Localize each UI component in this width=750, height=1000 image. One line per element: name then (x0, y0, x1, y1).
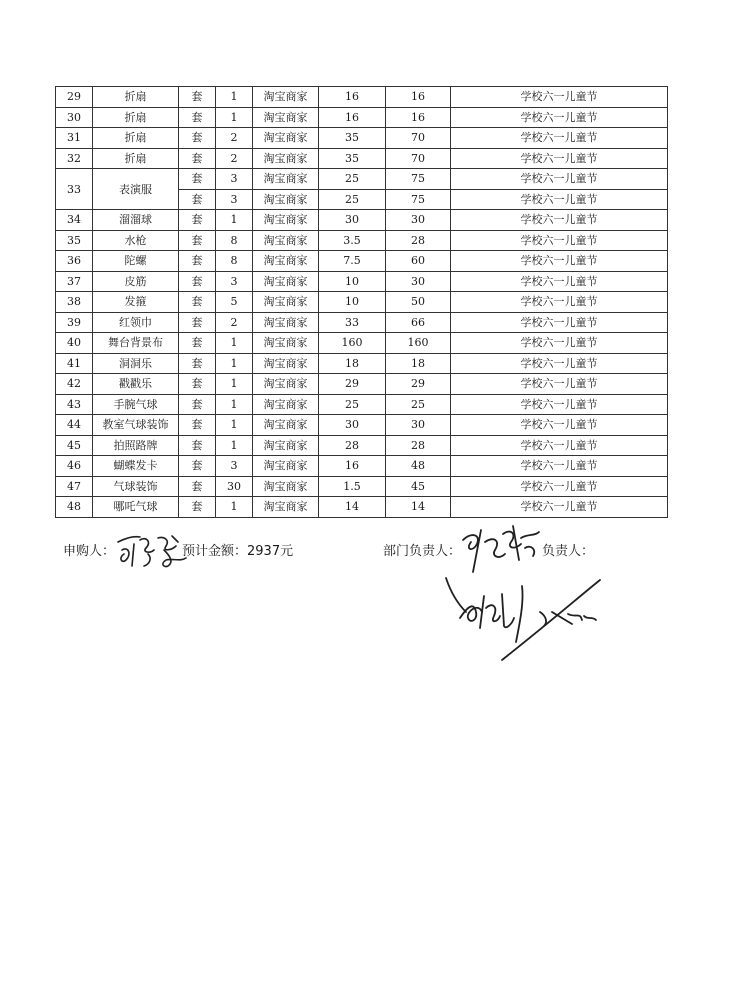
item-source: 淘宝商家 (253, 497, 319, 518)
item-unit-price: 16 (319, 456, 386, 477)
item-unit: 套 (179, 333, 216, 354)
item-amount: 28 (386, 230, 451, 251)
item-unit-price: 7.5 (319, 251, 386, 272)
item-quantity: 1 (216, 353, 253, 374)
item-quantity: 3 (216, 271, 253, 292)
item-name: 折扇 (93, 128, 179, 149)
item-amount: 66 (386, 312, 451, 333)
item-unit: 套 (179, 476, 216, 497)
item-amount: 75 (386, 169, 451, 190)
table-row (56, 230, 668, 251)
item-source: 淘宝商家 (253, 107, 319, 128)
item-amount: 16 (386, 107, 451, 128)
row-number: 38 (56, 292, 93, 313)
item-source: 淘宝商家 (253, 230, 319, 251)
item-source: 淘宝商家 (253, 435, 319, 456)
item-note: 学校六一儿童节 (451, 456, 668, 477)
item-note: 学校六一儿童节 (451, 435, 668, 456)
item-name: 陀螺 (93, 251, 179, 272)
item-unit-price: 33 (319, 312, 386, 333)
item-amount: 30 (386, 415, 451, 436)
leader-label: 负责人： (542, 544, 595, 559)
item-amount: 30 (386, 271, 451, 292)
table-row (56, 353, 668, 374)
item-quantity: 1 (216, 210, 253, 231)
purchase-table-body (56, 87, 668, 518)
item-unit: 套 (179, 210, 216, 231)
item-unit: 套 (179, 456, 216, 477)
item-name: 红领巾 (93, 312, 179, 333)
item-unit: 套 (179, 189, 216, 210)
item-amount: 60 (386, 251, 451, 272)
row-number: 46 (56, 456, 93, 477)
row-number: 36 (56, 251, 93, 272)
item-name: 水枪 (93, 230, 179, 251)
item-name: 手腕气球 (93, 394, 179, 415)
item-note: 学校六一儿童节 (451, 210, 668, 231)
item-unit-price: 16 (319, 87, 386, 108)
item-note: 学校六一儿童节 (451, 497, 668, 518)
item-amount: 45 (386, 476, 451, 497)
item-unit-price: 35 (319, 148, 386, 169)
item-unit-price: 10 (319, 271, 386, 292)
item-source: 淘宝商家 (253, 210, 319, 231)
item-quantity: 1 (216, 415, 253, 436)
item-unit: 套 (179, 87, 216, 108)
item-source: 淘宝商家 (253, 189, 319, 210)
item-unit-price: 14 (319, 497, 386, 518)
item-source: 淘宝商家 (253, 333, 319, 354)
item-unit-price: 10 (319, 292, 386, 313)
row-number: 40 (56, 333, 93, 354)
item-quantity: 1 (216, 374, 253, 395)
row-number: 44 (56, 415, 93, 436)
item-source: 淘宝商家 (253, 456, 319, 477)
item-name: 戳戳乐 (93, 374, 179, 395)
item-quantity: 2 (216, 128, 253, 149)
item-note: 学校六一儿童节 (451, 107, 668, 128)
item-unit-price: 25 (319, 394, 386, 415)
item-quantity: 1 (216, 394, 253, 415)
table-row (56, 394, 668, 415)
item-unit-price: 29 (319, 374, 386, 395)
item-amount: 30 (386, 210, 451, 231)
item-unit-price: 3.5 (319, 230, 386, 251)
row-number: 32 (56, 148, 93, 169)
item-amount: 50 (386, 292, 451, 313)
item-unit: 套 (179, 128, 216, 149)
item-source: 淘宝商家 (253, 353, 319, 374)
item-source: 淘宝商家 (253, 169, 319, 190)
item-quantity: 2 (216, 148, 253, 169)
item-source: 淘宝商家 (253, 374, 319, 395)
applicant-label: 申购人： (63, 544, 116, 559)
item-quantity: 2 (216, 312, 253, 333)
item-quantity: 30 (216, 476, 253, 497)
item-source: 淘宝商家 (253, 415, 319, 436)
table-row (56, 333, 668, 354)
row-number: 39 (56, 312, 93, 333)
item-note: 学校六一儿童节 (451, 415, 668, 436)
table-row (56, 148, 668, 169)
item-quantity: 3 (216, 169, 253, 190)
item-note: 学校六一儿童节 (451, 230, 668, 251)
item-source: 淘宝商家 (253, 312, 319, 333)
item-note: 学校六一儿童节 (451, 189, 668, 210)
item-quantity: 5 (216, 292, 253, 313)
item-quantity: 1 (216, 497, 253, 518)
item-amount: 70 (386, 148, 451, 169)
item-name: 溜溜球 (93, 210, 179, 231)
item-source: 淘宝商家 (253, 148, 319, 169)
purchase-table (55, 86, 668, 518)
item-note: 学校六一儿童节 (451, 271, 668, 292)
item-note: 学校六一儿童节 (451, 353, 668, 374)
item-name: 拍照路牌 (93, 435, 179, 456)
item-amount: 28 (386, 435, 451, 456)
item-unit: 套 (179, 169, 216, 190)
row-number: 48 (56, 497, 93, 518)
table-row (56, 312, 668, 333)
item-name: 蝴蝶发卡 (93, 456, 179, 477)
item-source: 淘宝商家 (253, 292, 319, 313)
estimated-total: 预计金额：2937元 (182, 544, 294, 559)
item-source: 淘宝商家 (253, 476, 319, 497)
item-unit-price: 30 (319, 210, 386, 231)
item-quantity: 3 (216, 189, 253, 210)
table-row (56, 435, 668, 456)
item-amount: 18 (386, 353, 451, 374)
item-quantity: 3 (216, 456, 253, 477)
item-note: 学校六一儿童节 (451, 128, 668, 149)
table-row (56, 210, 668, 231)
table-row (56, 107, 668, 128)
leader-signature (440, 572, 610, 664)
table-row (56, 128, 668, 149)
table-row (56, 476, 668, 497)
item-unit: 套 (179, 230, 216, 251)
item-note: 学校六一儿童节 (451, 312, 668, 333)
row-number: 30 (56, 107, 93, 128)
item-name: 皮筋 (93, 271, 179, 292)
item-quantity: 8 (216, 251, 253, 272)
table-row (56, 169, 668, 190)
item-name: 哪吒气球 (93, 497, 179, 518)
item-source: 淘宝商家 (253, 128, 319, 149)
table-row (56, 497, 668, 518)
item-unit: 套 (179, 251, 216, 272)
item-name: 折扇 (93, 107, 179, 128)
item-name: 舞台背景布 (93, 333, 179, 354)
item-note: 学校六一儿童节 (451, 292, 668, 313)
row-number: 35 (56, 230, 93, 251)
item-unit: 套 (179, 497, 216, 518)
item-amount: 160 (386, 333, 451, 354)
row-number: 42 (56, 374, 93, 395)
item-unit: 套 (179, 107, 216, 128)
item-unit-price: 35 (319, 128, 386, 149)
item-unit: 套 (179, 312, 216, 333)
row-number: 37 (56, 271, 93, 292)
row-number: 47 (56, 476, 93, 497)
item-amount: 48 (386, 456, 451, 477)
item-unit: 套 (179, 415, 216, 436)
item-unit-price: 1.5 (319, 476, 386, 497)
item-unit: 套 (179, 271, 216, 292)
item-unit-price: 25 (319, 169, 386, 190)
item-amount: 29 (386, 374, 451, 395)
item-quantity: 1 (216, 333, 253, 354)
item-source: 淘宝商家 (253, 271, 319, 292)
applicant-signature (112, 528, 192, 570)
item-unit-price: 18 (319, 353, 386, 374)
row-number: 31 (56, 128, 93, 149)
item-note: 学校六一儿童节 (451, 394, 668, 415)
item-unit: 套 (179, 292, 216, 313)
item-amount: 25 (386, 394, 451, 415)
table-row (56, 415, 668, 436)
item-amount: 14 (386, 497, 451, 518)
item-name: 洞洞乐 (93, 353, 179, 374)
item-source: 淘宝商家 (253, 87, 319, 108)
item-unit-price: 30 (319, 415, 386, 436)
department-head-signature (455, 520, 545, 580)
item-note: 学校六一儿童节 (451, 87, 668, 108)
table-row (56, 271, 668, 292)
row-number: 34 (56, 210, 93, 231)
item-unit: 套 (179, 394, 216, 415)
item-note: 学校六一儿童节 (451, 374, 668, 395)
item-name: 教室气球装饰 (93, 415, 179, 436)
table-row (56, 292, 668, 313)
item-quantity: 1 (216, 107, 253, 128)
department-head-label: 部门负责人： (383, 544, 462, 559)
item-unit-price: 28 (319, 435, 386, 456)
table-row (56, 456, 668, 477)
item-quantity: 8 (216, 230, 253, 251)
item-amount: 75 (386, 189, 451, 210)
item-note: 学校六一儿童节 (451, 169, 668, 190)
item-name: 发箍 (93, 292, 179, 313)
item-unit-price: 160 (319, 333, 386, 354)
faint-header-mark (300, 10, 420, 22)
item-source: 淘宝商家 (253, 251, 319, 272)
item-name: 折扇 (93, 148, 179, 169)
item-unit: 套 (179, 374, 216, 395)
item-amount: 70 (386, 128, 451, 149)
item-unit-price: 25 (319, 189, 386, 210)
item-source: 淘宝商家 (253, 394, 319, 415)
item-note: 学校六一儿童节 (451, 476, 668, 497)
item-note: 学校六一儿童节 (451, 148, 668, 169)
table-row (56, 374, 668, 395)
row-number: 41 (56, 353, 93, 374)
item-unit: 套 (179, 148, 216, 169)
table-row (56, 251, 668, 272)
item-name: 折扇 (93, 87, 179, 108)
item-quantity: 1 (216, 435, 253, 456)
item-note: 学校六一儿童节 (451, 333, 668, 354)
item-unit: 套 (179, 435, 216, 456)
item-unit-price: 16 (319, 107, 386, 128)
row-number: 45 (56, 435, 93, 456)
item-unit: 套 (179, 353, 216, 374)
item-name: 表演服 (93, 169, 179, 210)
item-amount: 16 (386, 87, 451, 108)
item-quantity: 1 (216, 87, 253, 108)
row-number: 43 (56, 394, 93, 415)
row-number: 33 (56, 169, 93, 210)
item-note: 学校六一儿童节 (451, 251, 668, 272)
row-number: 29 (56, 87, 93, 108)
table-row (56, 87, 668, 108)
item-name: 气球装饰 (93, 476, 179, 497)
